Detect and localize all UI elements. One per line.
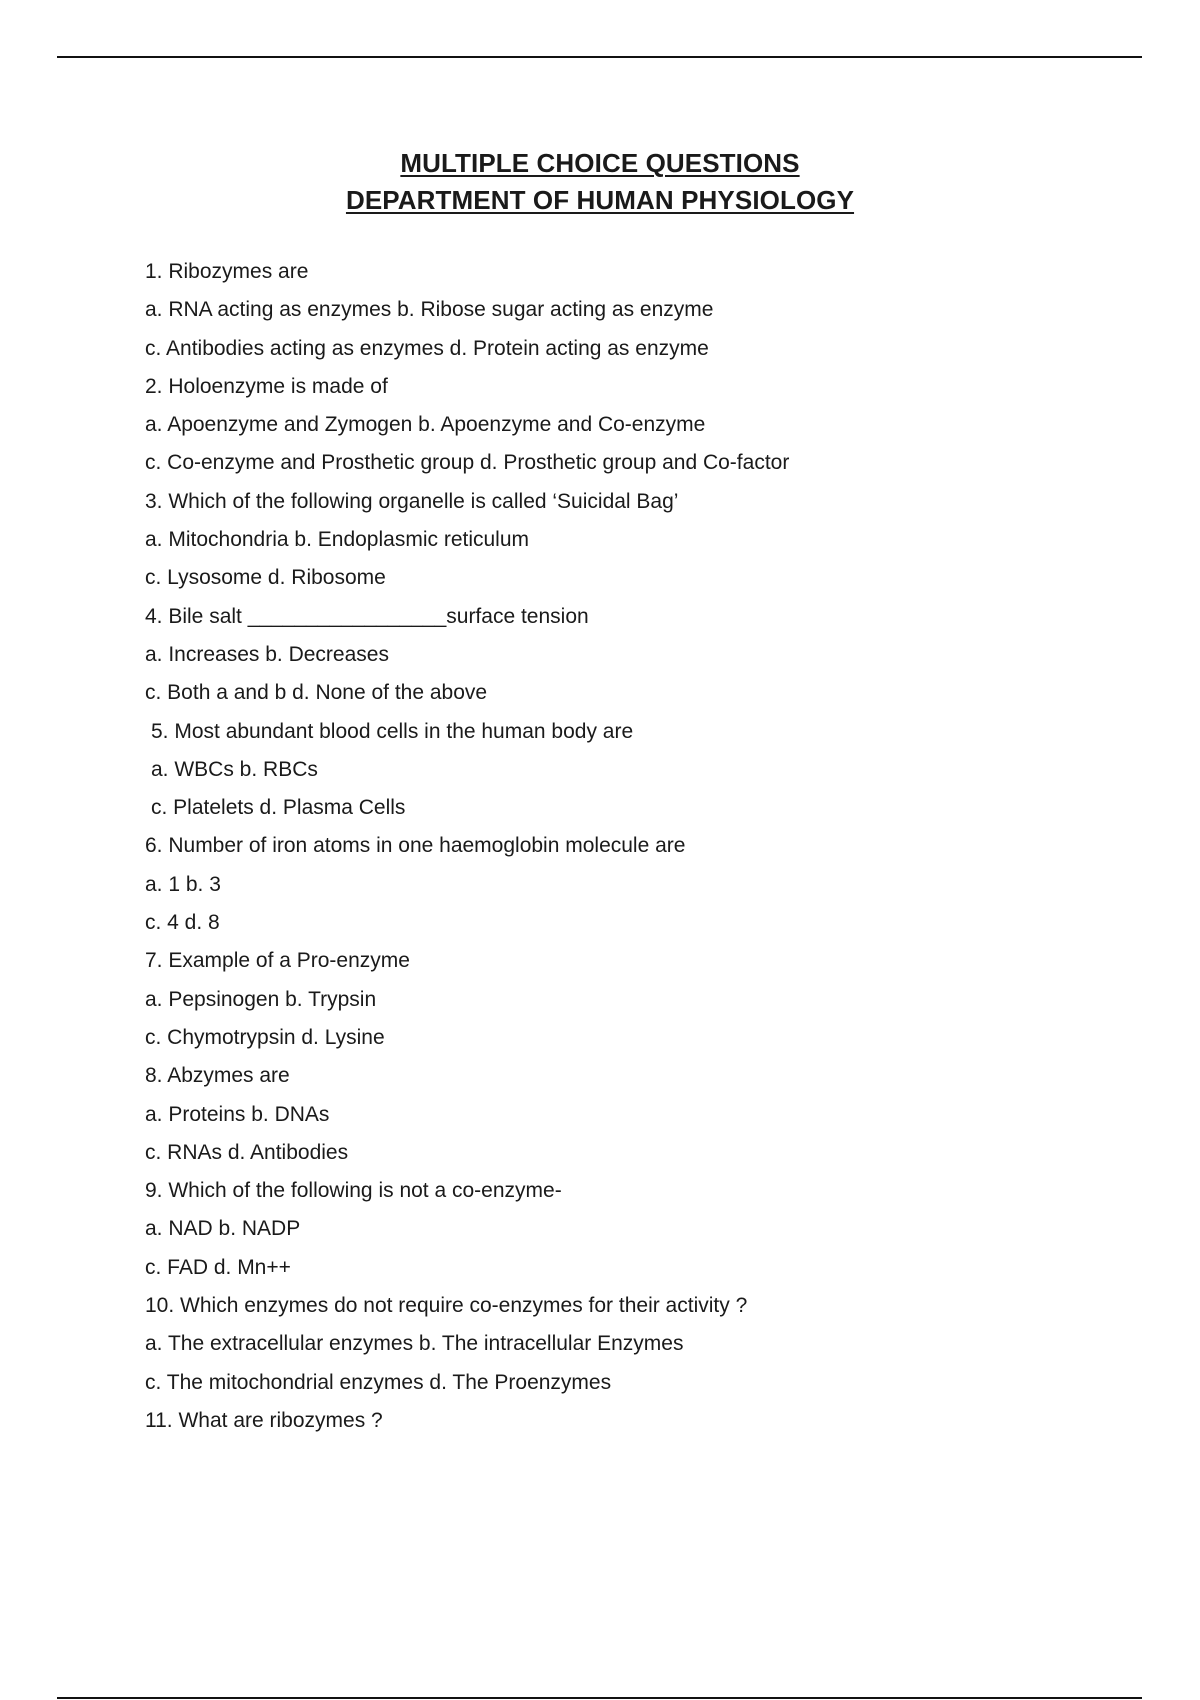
question-3-options-ab: a. Mitochondria b. Endoplasmic reticulum bbox=[145, 528, 530, 552]
question-9-options-cd: c. FAD d. Mn++ bbox=[145, 1255, 291, 1279]
question-7: 7. Example of a Pro-enzyme bbox=[145, 949, 410, 973]
top-rule bbox=[57, 56, 1142, 58]
question-1-options-ab: a. RNA acting as enzymes b. Ribose sugar acting as enzyme bbox=[145, 298, 714, 322]
question-2-options-ab: a. Apoenzyme and Zymogen b. Apoenzyme and Co-enzyme bbox=[145, 413, 706, 437]
question-5-options-ab: a. WBCs b. RBCs bbox=[151, 757, 318, 781]
question-1: 1. Ribozymes are bbox=[145, 260, 309, 283]
title-line-2: DEPARTMENT OF HUMAN PHYSIOLOGY bbox=[345, 185, 855, 215]
question-8: 8. Abzymes are bbox=[145, 1064, 290, 1088]
question-1-options-cd: c. Antibodies acting as enzymes d. Protein acting as enzyme bbox=[145, 336, 709, 360]
question-4: 4. Bile salt _________________surface tension bbox=[145, 604, 589, 628]
question-4-options-ab: a. Increases b. Decreases bbox=[145, 642, 389, 666]
question-9-options-ab: a. NAD b. NADP bbox=[145, 1217, 301, 1241]
question-2-options-cd: c. Co-enzyme and Prosthetic group d. Prosthetic group and Co-factor bbox=[145, 451, 790, 475]
question-3: 3. Which of the following organelle is called ‘Suicidal Bag’ bbox=[145, 489, 679, 513]
question-6-options-cd: c. 4 d. 8 bbox=[145, 911, 220, 935]
question-3-options-cd: c. Lysosome d. Ribosome bbox=[145, 566, 386, 590]
question-2: 2. Holoenzyme is made of bbox=[145, 374, 388, 398]
question-8-options-ab: a. Proteins b. DNAs bbox=[145, 1102, 330, 1126]
question-5: 5. Most abundant blood cells in the human body are bbox=[151, 719, 634, 743]
question-8-options-cd: c. RNAs d. Antibodies bbox=[145, 1140, 349, 1164]
question-9: 9. Which of the following is not a co-enzyme- bbox=[145, 1179, 562, 1203]
title-line-1: MULTIPLE CHOICE QUESTIONS bbox=[400, 148, 800, 178]
question-6: 6. Number of iron atoms in one haemoglobin molecule are bbox=[145, 834, 686, 858]
question-10-options-cd: c. The mitochondrial enzymes d. The Proenzymes bbox=[145, 1370, 612, 1394]
page-heading bbox=[0, 145, 1200, 219]
question-7-options-cd: c. Chymotrypsin d. Lysine bbox=[145, 1025, 385, 1049]
question-4-options-cd: c. Both a and b d. None of the above bbox=[145, 681, 488, 705]
question-10-options-ab: a. The extracellular enzymes b. The intracellular Enzymes bbox=[145, 1332, 684, 1356]
question-6-options-ab: a. 1 b. 3 bbox=[145, 872, 221, 896]
question-11: 11. What are ribozymes ? bbox=[145, 1408, 383, 1432]
bottom-rule bbox=[57, 1697, 1142, 1699]
question-10: 10. Which enzymes do not require co-enzymes for their activity ? bbox=[145, 1294, 748, 1318]
question-5-options-cd: c. Platelets d. Plasma Cells bbox=[151, 796, 406, 820]
question-list bbox=[145, 253, 1145, 1440]
question-7-options-ab: a. Pepsinogen b. Trypsin bbox=[145, 987, 377, 1011]
